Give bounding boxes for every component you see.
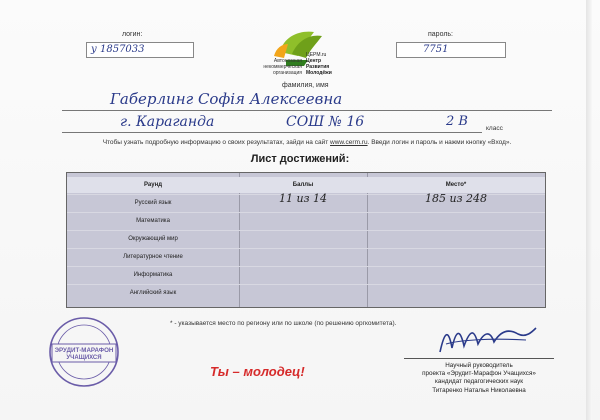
student-school: СОШ № 16 xyxy=(286,114,365,130)
place-value: 185 из 248 xyxy=(424,192,488,205)
signatory-block: Научный руководитель проекта «Эрудит-Марафон Учащихся» кандидат педагогических наук Титаренко Наталья Николаевна xyxy=(422,362,536,394)
student-name: Габерлинг Софія Алексеевна xyxy=(110,90,343,108)
column-header-score: Баллы xyxy=(292,182,314,188)
table-row: Русский язык 11 из 14 185 из 248 xyxy=(67,194,545,211)
student-class: 2 В xyxy=(446,114,468,129)
table-header-row xyxy=(67,177,545,193)
achievements-table xyxy=(66,172,546,308)
login-value: у 1857033 xyxy=(91,44,145,55)
signature-icon xyxy=(430,318,540,360)
achievements-title: Лист достижений: xyxy=(250,153,350,165)
table-row: Информатика xyxy=(67,266,545,283)
login-box xyxy=(86,42,194,58)
svg-text:УЧАЩИХСЯ: УЧАЩИХСЯ xyxy=(66,355,102,361)
column-header-place: Место* xyxy=(445,182,467,188)
logo-caption-right: ЦЕРМ.ru Центр Развития Молодёжи xyxy=(306,52,332,76)
page-fold-shadow xyxy=(586,0,592,420)
password-value: 7751 xyxy=(423,44,449,55)
school-line xyxy=(62,132,482,133)
table-row: Математика xyxy=(67,212,545,229)
table-row: Английский язык xyxy=(67,284,545,301)
organization-stamp-icon xyxy=(48,316,120,388)
table-row: Окружающий мир xyxy=(67,230,545,247)
place-footnote: * - указывается место по региону или по школе (по решению оргкомитета). xyxy=(170,320,397,327)
login-instructions: Чтобы узнать подробную информацию о своих результатах, зайди на сайт www.cerm.ru. Введи логин и пароль и нажми кнопку «Вход». xyxy=(102,139,512,146)
logo-caption-left: Автономная некоммерческая организация xyxy=(263,58,302,76)
student-city: г. Караганда xyxy=(120,114,215,130)
site-link[interactable]: www.cerm.ru xyxy=(330,139,368,146)
table-row: Литературное чтение xyxy=(67,248,545,265)
password-label: пароль: xyxy=(428,31,453,38)
name-line xyxy=(62,110,552,111)
svg-text:ЭРУДИТ-МАРАФОН: ЭРУДИТ-МАРАФОН xyxy=(54,347,114,354)
score-value: 11 из 14 xyxy=(278,192,328,205)
praise-text: Ты – молодец! xyxy=(210,364,305,379)
column-header-round: Раунд xyxy=(143,182,163,188)
signature-line xyxy=(404,358,554,359)
name-caption: фамилия, имя xyxy=(282,82,329,89)
class-label: класс xyxy=(486,125,503,132)
password-box xyxy=(396,42,506,58)
login-label: логин: xyxy=(122,31,143,38)
